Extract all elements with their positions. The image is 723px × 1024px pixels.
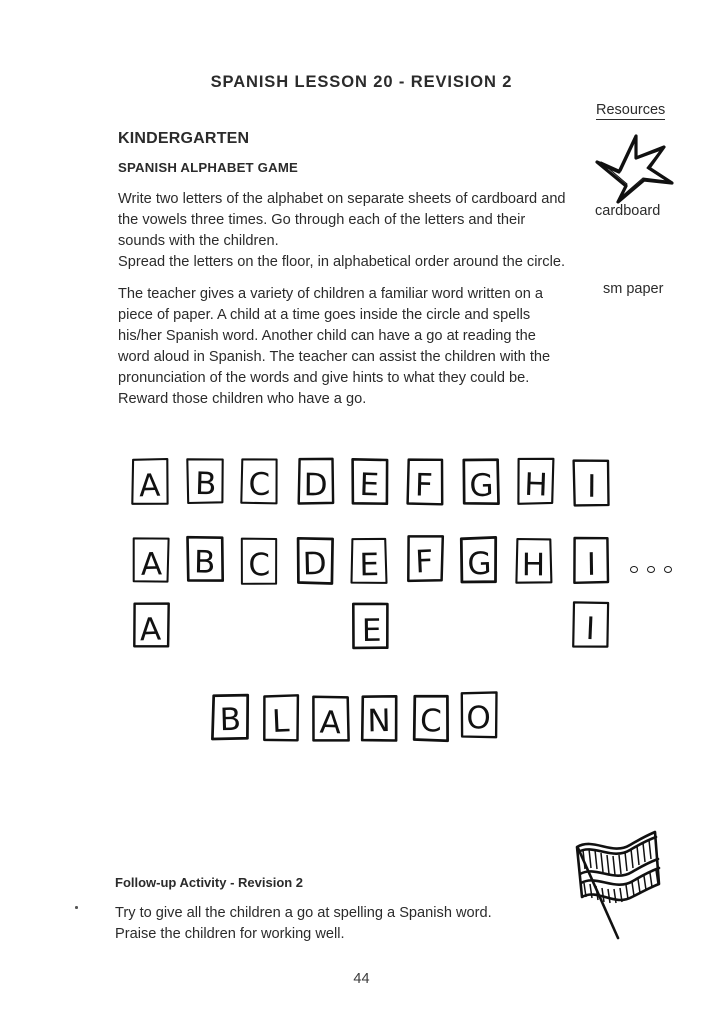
letter-card-row1-C — [239, 456, 287, 514]
svg-text:I: I — [586, 546, 597, 583]
letter-card-row1-E — [350, 457, 398, 515]
svg-text:H: H — [522, 547, 546, 584]
svg-text:B: B — [194, 465, 217, 502]
word-card-L-1 — [261, 693, 309, 751]
word-card-C-4 — [411, 693, 459, 751]
followup-title: Follow-up Activity - Revision 2 — [115, 875, 304, 890]
letter-card-row1-G — [461, 457, 509, 515]
resource-label-sm-paper: sm paper — [603, 281, 664, 297]
activity-title: SPANISH ALPHABET GAME — [118, 160, 299, 175]
letter-card-row2-G — [459, 535, 507, 593]
page-number: 44 — [353, 971, 370, 987]
svg-text:I: I — [586, 469, 597, 506]
letter-card-row1-I — [571, 458, 619, 516]
svg-text:A: A — [138, 468, 162, 505]
svg-text:D: D — [302, 545, 328, 583]
letter-card-row3-E — [351, 601, 399, 659]
svg-text:C: C — [420, 703, 443, 740]
letter-card-row2-A — [131, 535, 179, 593]
svg-text:E: E — [361, 612, 382, 650]
resources-heading: Resources — [596, 102, 666, 118]
lesson-paragraph-1: Write two letters of the alphabet on separate sheets of cardboard and the vowels three times. Go through each of the letters and their sounds with the children. — [118, 191, 566, 249]
letter-card-row2-H — [514, 536, 562, 594]
continuation-dots — [630, 566, 672, 573]
letter-card-row2-I — [571, 535, 619, 593]
letter-card-row2-E — [349, 536, 397, 594]
svg-text:A: A — [319, 704, 342, 742]
svg-text:E: E — [358, 467, 380, 504]
svg-text:C: C — [248, 466, 271, 503]
svg-text:E: E — [358, 546, 380, 584]
letter-card-row1-F — [405, 457, 453, 515]
svg-text:F: F — [414, 467, 434, 505]
margin-speck — [75, 906, 78, 909]
lesson-paragraph-2: Spread the letters on the floor, in alphabetical order around the circle. — [118, 254, 566, 270]
letter-card-row2-B — [185, 534, 233, 592]
letter-card-row1-B — [185, 456, 233, 514]
star-icon — [592, 132, 678, 204]
word-card-B-0 — [210, 692, 258, 750]
resource-label-cardboard: cardboard — [595, 203, 661, 219]
svg-text:G: G — [468, 467, 494, 505]
letter-card-row2-F — [405, 534, 453, 592]
svg-text:D: D — [303, 467, 328, 504]
svg-text:A: A — [140, 546, 163, 583]
svg-text:G: G — [466, 545, 492, 583]
svg-text:A: A — [139, 611, 162, 649]
word-card-A-2 — [311, 694, 359, 752]
svg-text:N: N — [367, 702, 392, 740]
letter-card-row1-A — [130, 456, 178, 514]
spanish-flag-icon — [556, 826, 678, 942]
word-card-N-3 — [359, 693, 407, 751]
page-title: SPANISH LESSON 20 - REVISION 2 — [210, 73, 513, 91]
letter-card-row3-I — [571, 600, 619, 658]
svg-text:I: I — [585, 611, 596, 648]
word-card-O-5 — [459, 690, 507, 748]
svg-text:L: L — [271, 703, 290, 741]
lesson-paragraph-3: The teacher gives a variety of children a familiar word written on a piece of paper. A child at a time goes inside the circle and spells his/her Spanish word. Another child can have a go at reading the word aloud in Spanish. The teacher can assist the children with the pronunciation of the words and give hints to what they could be. Reward those children who have a go. — [118, 286, 551, 407]
letter-card-row2-D — [295, 536, 343, 594]
svg-text:B: B — [193, 544, 216, 582]
svg-text:B: B — [219, 702, 242, 739]
svg-text:O: O — [465, 700, 491, 737]
followup-body: Try to give all the children a go at spelling a Spanish word. Praise the children for working well. — [115, 905, 492, 942]
svg-text:C: C — [247, 547, 271, 584]
svg-text:F: F — [415, 543, 435, 581]
level-heading: KINDERGARTEN — [118, 130, 250, 147]
svg-text:H: H — [523, 467, 549, 504]
letter-card-row2-C — [239, 536, 287, 594]
letter-card-row3-A — [131, 600, 179, 658]
letter-card-row1-H — [516, 456, 564, 514]
letter-card-row1-D — [296, 456, 344, 514]
